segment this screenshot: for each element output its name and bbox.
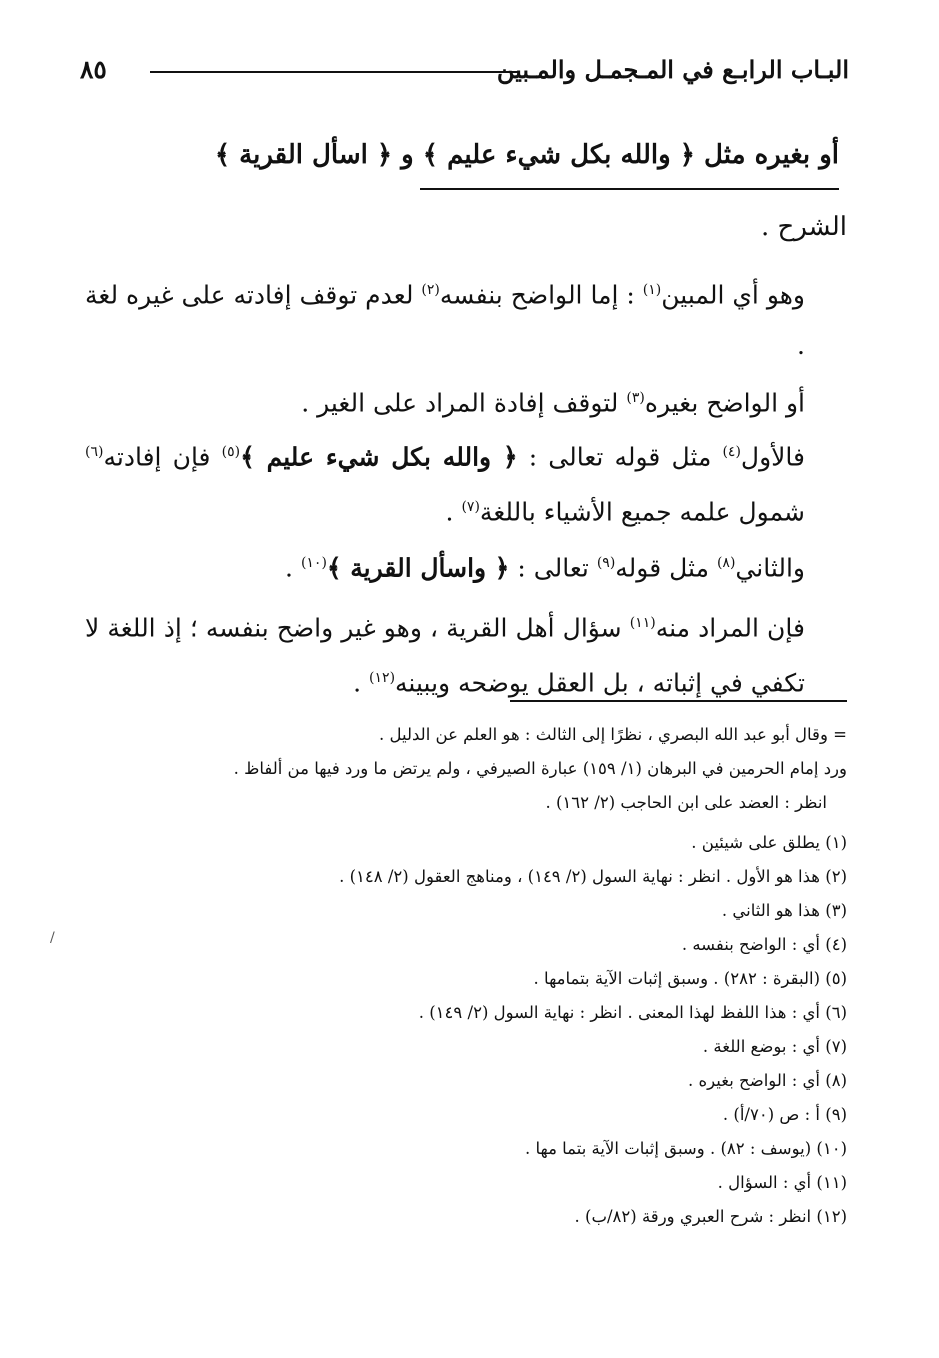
chapter-title: البـاب الرابـع في المـجمـل والمـبين [496,55,849,84]
continuation-line: انظر : العضد على ابن الحاجب (٢/ ١٦٢) . [545,793,827,812]
p3-text-d: شمول علمه جميع الأشياء باللغة [479,497,805,527]
matn-underline [420,188,839,190]
p4-text-c: تعالى : [509,553,597,583]
p5-text-a: فإن المراد منه [655,613,805,643]
footnote-12: (١٢) انظر : شرح العبري ورقة (٨٢/ب) . [574,1207,847,1226]
paragraph-4 [85,538,847,593]
footnote-5: (٥) (البقرة : ٢٨٢) . وسبق إثبات الآية بتمامها . [533,969,847,988]
note-ref-12[interactable]: (١٢) [369,670,396,687]
paragraph-2 [85,373,847,428]
margin-mark: / [50,930,55,946]
note-ref-4[interactable]: (٤) [722,444,741,460]
sharh-heading: الشرح . [761,212,847,242]
p3-text-b: مثل قوله تعالى : [517,442,723,472]
note-ref-1[interactable]: (١) [642,282,662,298]
note-ref-9[interactable]: (٩) [596,555,616,571]
header-rule [150,71,519,73]
p4-text-d: . [285,553,301,583]
note-ref-6[interactable]: (٦) [85,444,104,460]
note-ref-11[interactable]: (١١) [629,615,656,631]
footnote-separator [510,700,847,702]
quran-verse-1: ﴿ والله بكل شيء عليم ﴾ [240,442,518,472]
p3-text-e: . [445,497,462,527]
footnote-10: (١٠) (يوسف : ٨٢) . وسبق إثبات الآية بتما مها . [524,1139,847,1158]
footnote-11: (١١) أي : السؤال . [717,1173,847,1192]
page-number: ٨٥ [80,55,107,84]
p1-text-c: لعدم توقف إفادته على غيره لغة . [85,280,805,361]
p2-text-a: أو الواضح بغيره [644,388,805,418]
continuation-line: = وقال أبو عبد الله البصري ، نظرًا إلى الثالث : هو العلم عن الدليل . [379,725,847,744]
quran-verse-2: ﴿ واسأل القرية ﴾ [326,553,510,583]
p2-text-b: لتوقف إفادة المراد على الغير . [301,388,627,418]
p4-text-a: والثاني [735,553,805,583]
footnote-8: (٨) أي : الواضح بغيره . [688,1071,847,1090]
p4-text-b: مثل قوله [615,553,717,583]
footnote-continuation [100,718,847,820]
footnote-9: (٩) أ : ص (٧٠/أ) . [722,1105,847,1124]
p3-text-a: فالأول [740,442,805,472]
note-ref-8[interactable]: (٨) [716,555,736,571]
continuation-line: ورد إمام الحرمين في البرهان (١/ ١٥٩) عبارة الصيرفي ، ولم يرتض ما ورد فيها من ألفاظ . [233,759,847,778]
matn-text: أو بغيره مثل ﴿ والله بكل شيء عليم ﴾ و ﴿ اسأل القرية ﴾ [214,140,839,170]
footnote-6: (٦) أي : هذا اللفظ لهذا المعنى . انظر : نهاية السول (٢/ ١٤٩) . [418,1003,847,1022]
p1-text-b: : إما الواضح بنفسه [439,280,643,310]
paragraph-1 [85,265,847,371]
p3-text-c: فإن إفادته [103,442,222,472]
p1-text-a: وهو أي المبين [661,280,806,310]
note-ref-2[interactable]: (٢) [421,282,440,298]
paragraph-3 [85,427,847,538]
paragraph-5 [85,598,847,709]
running-header [80,55,859,95]
p5-text-c: . [353,668,370,698]
footnote-4: (٤) أي : الواضح بنفسه . [681,935,847,954]
footnote-1: (١) يطلق على شيئين . [691,833,847,852]
footnote-3: (٣) هذا هو الثاني . [721,901,847,920]
note-ref-10[interactable]: (١٠) [300,555,327,571]
note-ref-7[interactable]: (٧) [461,499,480,516]
note-ref-3[interactable]: (٣) [626,390,645,406]
footnote-list [100,826,847,1234]
footnote-7: (٧) أي : بوضع اللغة . [702,1037,847,1056]
note-ref-5[interactable]: (٥) [221,444,241,460]
footnote-2: (٢) هذا هو الأول . انظر : نهاية السول (٢/ ١٤٩) ، ومناهج العقول (٢/ ١٤٨) . [339,867,847,886]
p5-text-b: سؤال أهل القرية ، وهو غير واضح بنفسه ؛ إذ اللغة لا تكفي في إثباته ، بل العقل يوضحه ويبينه [85,613,805,698]
